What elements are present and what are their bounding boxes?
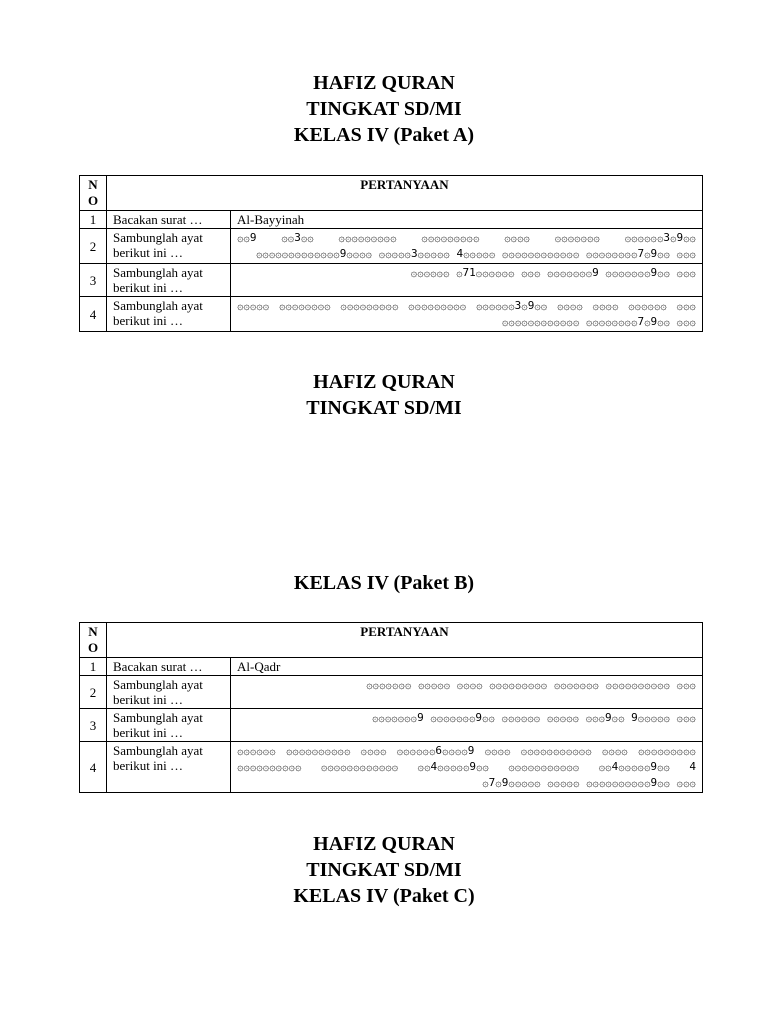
question-table-a bbox=[79, 175, 703, 332]
row-content: ۞۞۞۞۞۞ ۞71۞۞۞۞۞۞ ۞۞۞ ۞۞۞۞۞۞۞9 ۞۞۞۞۞۞۞9۞۞ ۞۞۞ bbox=[231, 264, 703, 297]
row-no: 3 bbox=[80, 264, 107, 297]
table-row bbox=[80, 211, 703, 229]
row-label: Bacakan surat … bbox=[107, 211, 231, 229]
row-no: 1 bbox=[80, 211, 107, 229]
header-question: PERTANYAAN bbox=[107, 176, 703, 211]
row-content: ۞۞۞۞۞۞۞ ۞۞۞۞۞ ۞۞۞۞ ۞۞۞۞۞۞۞۞۞ ۞۞۞۞۞۞۞ ۞۞۞۞۞۞۞۞۞۞ ۞۞۞ bbox=[231, 676, 703, 709]
row-no: 2 bbox=[80, 229, 107, 264]
row-content: Al-Qadr bbox=[231, 658, 703, 676]
row-content: ۞۞۞۞۞۞ ۞۞۞۞۞۞۞۞۞۞ ۞۞۞۞ ۞۞۞۞۞۞6۞۞۞۞9 ۞۞۞۞ ۞۞۞۞۞۞۞۞۞۞۞ ۞۞۞۞ ۞۞۞۞۞۞۞۞۞ ۞۞۞۞۞۞۞۞۞۞ ۞۞۞۞۞۞۞۞۞۞۞۞ ۞۞4۞۞۞۞۞9۞۞ ۞۞۞۞۞۞۞۞۞۞۞ ۞۞4۞۞۞۞۞9۞۞ 4 ۞7۞9۞۞۞۞۞ ۞۞۞۞۞ ۞۞۞۞۞۞۞۞۞۞9۞۞ ۞۞۞ bbox=[231, 742, 703, 793]
header-question: PERTANYAAN bbox=[107, 623, 703, 658]
section-b-heading bbox=[0, 369, 768, 421]
table-row bbox=[80, 676, 703, 709]
heading-title: HAFIZ QURAN bbox=[313, 72, 455, 94]
heading-title: HAFIZ QURAN bbox=[313, 833, 455, 855]
heading-level: TINGKAT SD/MI bbox=[306, 98, 462, 120]
table-row bbox=[80, 658, 703, 676]
table-row bbox=[80, 264, 703, 297]
row-label: Sambunglah ayat berikut ini … bbox=[107, 709, 231, 742]
row-no: 2 bbox=[80, 676, 107, 709]
row-no: 1 bbox=[80, 658, 107, 676]
row-content: ۞۞۞۞۞۞۞9 ۞۞۞۞۞۞۞9۞۞ ۞۞۞۞۞۞ ۞۞۞۞۞ ۞۞۞9۞۞ 9۞۞۞۞۞ ۞۞۞ bbox=[231, 709, 703, 742]
heading-level: TINGKAT SD/MI bbox=[306, 397, 462, 419]
row-label: Sambunglah ayat berikut ini … bbox=[107, 264, 231, 297]
section-c-heading bbox=[0, 831, 768, 909]
section-a-heading bbox=[0, 70, 768, 148]
row-label: Sambunglah ayat berikut ini … bbox=[107, 229, 231, 264]
table-row bbox=[80, 742, 703, 793]
row-no: 4 bbox=[80, 742, 107, 793]
header-no: N O bbox=[80, 623, 107, 658]
table-header-row bbox=[80, 176, 703, 211]
row-label: Bacakan surat … bbox=[107, 658, 231, 676]
row-no: 3 bbox=[80, 709, 107, 742]
row-content: Al-Bayyinah bbox=[231, 211, 703, 229]
row-no: 4 bbox=[80, 297, 107, 332]
header-no: N O bbox=[80, 176, 107, 211]
row-label: Sambunglah ayat berikut ini … bbox=[107, 742, 231, 793]
row-label: Sambunglah ayat berikut ini … bbox=[107, 676, 231, 709]
table-header-row bbox=[80, 623, 703, 658]
section-b-subheading bbox=[0, 570, 768, 596]
heading-level: TINGKAT SD/MI bbox=[306, 859, 462, 881]
row-label: Sambunglah ayat berikut ini … bbox=[107, 297, 231, 332]
row-content: ۞۞9 ۞۞3۞۞ ۞۞۞۞۞۞۞۞۞ ۞۞۞۞۞۞۞۞۞ ۞۞۞۞ ۞۞۞۞۞۞۞ ۞۞۞۞۞۞3۞9۞۞ ۞۞۞۞۞۞۞۞۞۞۞۞۞9۞۞۞۞ ۞۞۞۞۞3۞۞۞۞۞ 4۞۞۞۞۞ ۞۞۞۞۞۞۞۞۞۞۞۞ ۞۞۞۞۞۞۞۞7۞9۞۞ ۞۞۞ bbox=[231, 229, 703, 264]
question-table-b bbox=[79, 622, 703, 793]
heading-class: KELAS IV (Paket A) bbox=[293, 124, 475, 146]
table-row bbox=[80, 709, 703, 742]
row-content: ۞۞۞۞۞ ۞۞۞۞۞۞۞۞ ۞۞۞۞۞۞۞۞۞ ۞۞۞۞۞۞۞۞۞ ۞۞۞۞۞۞3۞9۞۞ ۞۞۞۞ ۞۞۞۞ ۞۞۞۞۞۞ ۞۞۞ ۞۞۞۞۞۞۞۞۞۞۞۞ ۞۞۞۞۞۞۞۞7۞9۞۞ ۞۞۞ bbox=[231, 297, 703, 332]
heading-title: HAFIZ QURAN bbox=[313, 371, 455, 393]
heading-class: KELAS IV (Paket B) bbox=[293, 572, 475, 594]
table-row bbox=[80, 229, 703, 264]
table-row bbox=[80, 297, 703, 332]
heading-class: KELAS IV (Paket C) bbox=[293, 885, 475, 907]
